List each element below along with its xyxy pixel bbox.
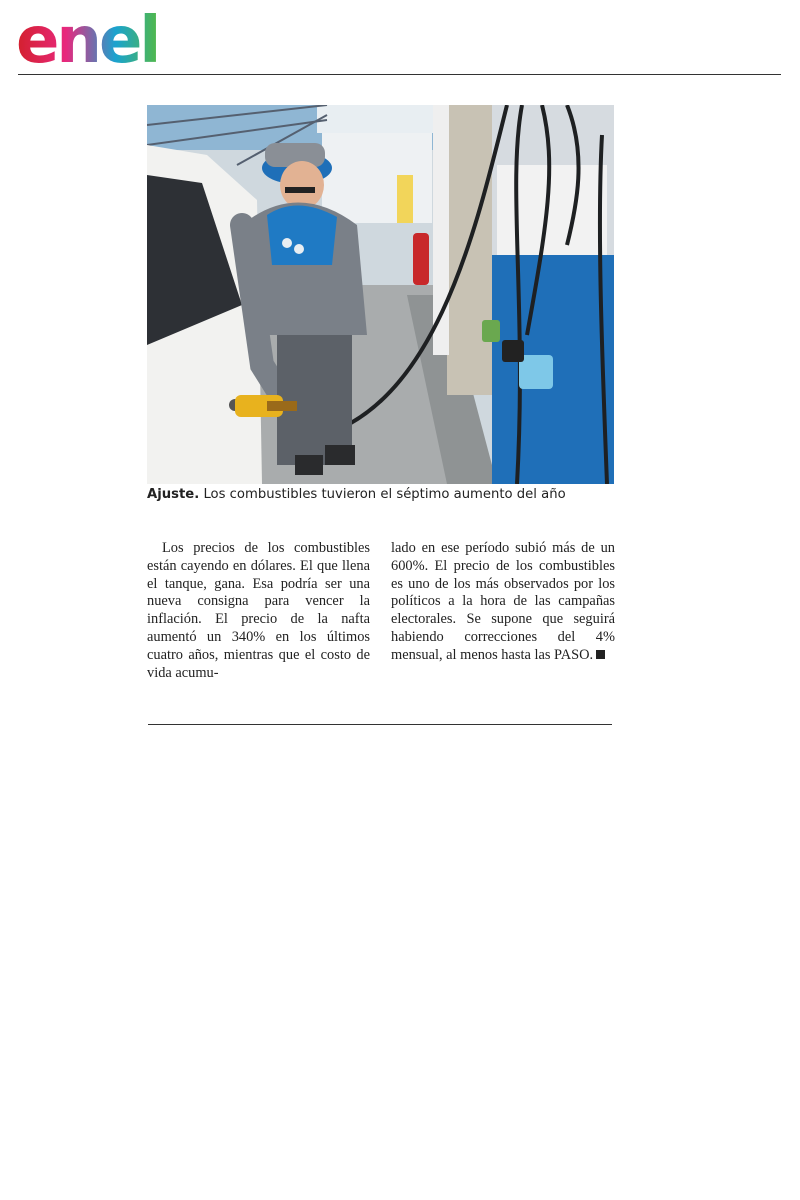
article-column-1	[147, 540, 370, 682]
enel-logo	[16, 4, 186, 70]
caption-lead: Ajuste.	[147, 487, 200, 502]
end-of-article-mark	[596, 650, 605, 659]
footer-divider	[148, 724, 612, 725]
header-divider	[18, 74, 781, 75]
caption-text: Los combustibles tuvieron el séptimo aumento del año	[203, 487, 566, 502]
article-photo	[147, 105, 614, 484]
photo-caption	[147, 487, 617, 502]
column-2-text: lado en ese período subió más de un 600%. El precio de los combustibles es uno de los más observados por los políticos a la hora de las campañas electorales. Se supone que seguirá habiendo correcciones del 4% mensual, al menos hasta las PASO.	[391, 540, 615, 663]
column-1-text: Los precios de los combustibles están cayendo en dólares. El que llena el tanque, gana. Esa podría ser una nueva consigna para vencer la inflación. El precio de la nafta aumentó un 340% en los últimos cuatro años, mientras que el costo de vida acumu-	[147, 540, 370, 681]
logo-text: enel	[16, 4, 159, 70]
article-column-2	[391, 540, 615, 665]
